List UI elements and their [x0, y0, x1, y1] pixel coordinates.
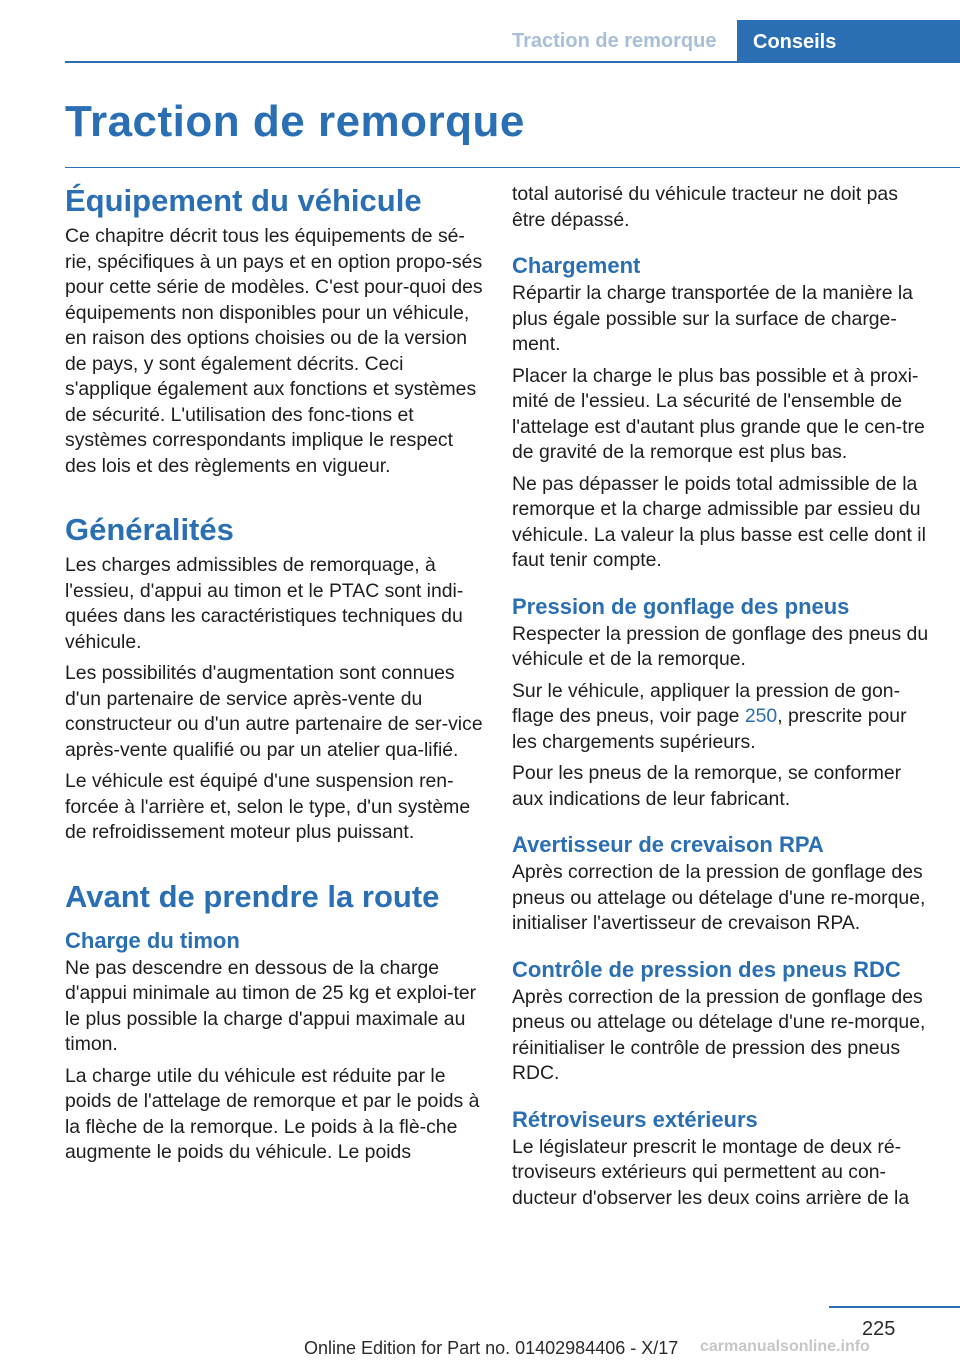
paragraph-generalites-3: Le véhicule est équipé d'une suspension ren‐forcée à l'arrière et, selon le type, d'un système de refroidissement moteur plus puissant. — [65, 770, 471, 843]
page-title: Traction de remorque — [65, 97, 525, 146]
footer-divider — [829, 1306, 960, 1308]
subheading-chargement: Chargement — [512, 253, 641, 278]
subheading-rdc: Contrôle de pression des pneus RDC — [512, 956, 901, 982]
subheading-retroviseurs: Rétroviseurs extérieurs — [512, 1106, 758, 1132]
subheading-rpa: Avertisseur de crevaison RPA — [512, 832, 824, 857]
paragraph-pression-1: Respecter la pression de gonflage des pneus du véhicule et de la remorque. — [512, 622, 929, 670]
paragraph-charge-timon-2: La charge utile du véhicule est réduite par le poids de l'attelage de remorque et par le poids à la flèche de la remorque. Le poids à la flè‐che augmente le poids du véhicule. Le poids — [65, 1064, 480, 1163]
paragraph-chargement-3: Ne pas dépasser le poids total admissible de la remorque et la charge admissible par essieu du véhicule. La valeur la plus basse est celle dont il faut tenir compte. — [512, 472, 926, 571]
paragraph-pression-2 — [512, 679, 930, 756]
paragraph-retroviseurs: Le législateur prescrit le montage de deux ré‐troviseurs extérieurs qui permettent au con‐ducteur d'observer les deux coins arrière de la — [512, 1135, 910, 1209]
heading-avant-route: Avant de prendre la route — [65, 878, 440, 914]
paragraph-pression-3: Pour les pneus de la remorque, se conformer aux indications de leur fabricant. — [512, 762, 902, 810]
paragraph-generalites-2: Les possibilités d'augmentation sont connues d'un partenaire de service après-vente du constructeur ou d'un autre partenaire de ser‐vice après-vente qualifié ou par un atelier qua‐lifié. — [65, 662, 483, 761]
paragraph-chargement-2: Placer la charge le plus bas possible et à proxi‐mité de l'essieu. La sécurité de l'ensemble de l'attelage est d'autant plus grande que le cen‐tre de gravité de la remorque est plus bas. — [512, 364, 925, 463]
page-number: 225 — [862, 1318, 896, 1340]
paragraph-charge-timon-1: Ne pas descendre en dessous de la charge d'appui minimale au timon de 25 kg et exploi‐ter le plus possible la charge d'appui maximale au timon. — [65, 956, 477, 1055]
paragraph-rpa: Après correction de la pression de gonflage des pneus ou attelage ou dételage d'une re‐morque, initialiser l'avertisseur de crevaison RPA. — [512, 861, 926, 934]
header-chapter-title: Traction de remorque — [512, 30, 717, 52]
heading-generalites: Généralités — [65, 512, 234, 547]
edition-footer: Online Edition for Part no. 01402984406 - X/17 — [304, 1338, 679, 1358]
header-divider — [65, 61, 960, 63]
pression-text-before: Sur le véhicule, appliquer la pression de gon‐flage des pneus, voir page — [512, 679, 901, 727]
paragraph-continuation: total autorisé du véhicule tracteur ne doit pas être dépassé. — [512, 183, 898, 231]
header-section-tab: Conseils — [737, 20, 960, 62]
subheading-charge-timon: Charge du timon — [65, 927, 240, 953]
watermark-logo: carmanualsonline.info — [700, 1338, 870, 1355]
pression-text-after: , prescrite pour les chargements supérieurs. — [512, 705, 907, 753]
heading-equipement: Équipement du véhicule — [65, 183, 422, 218]
paragraph-equipement: Ce chapitre décrit tous les équipements de sé‐rie, spécifiques à un pays et en option propo‐sés pour cette série de modèles. C'est pour‐quoi des équipements non disponibles pour un véhicule, en raison des options choisies ou de la version de pays, y sont également décrits. Ceci s'applique également aux fonctions et systèmes de sécurité. L'utilisation des fonc‐tions et systèmes correspondants implique le respect des lois et des règlements en vigueur. — [65, 225, 483, 477]
subheading-pression: Pression de gonflage des pneus — [512, 593, 850, 619]
paragraph-rdc: Après correction de la pression de gonflage des pneus ou attelage ou dételage d'une re‐morque, réinitialiser le contrôle de pression des pneus RDC. — [512, 985, 926, 1084]
paragraph-chargement-1: Répartir la charge transportée de la manière la plus égale possible sur la surface de charge‐ment. — [512, 282, 913, 355]
right-column — [512, 182, 930, 1217]
left-column — [65, 182, 483, 1172]
title-divider — [65, 167, 960, 168]
paragraph-generalites-1: Les charges admissibles de remorquage, à l'essieu, d'appui au timon et le PTAC sont indi‐quées dans les caractéristiques techniques du véhicule. — [65, 554, 464, 653]
page-header — [0, 0, 960, 62]
page-reference-link[interactable]: 250 — [744, 705, 778, 727]
